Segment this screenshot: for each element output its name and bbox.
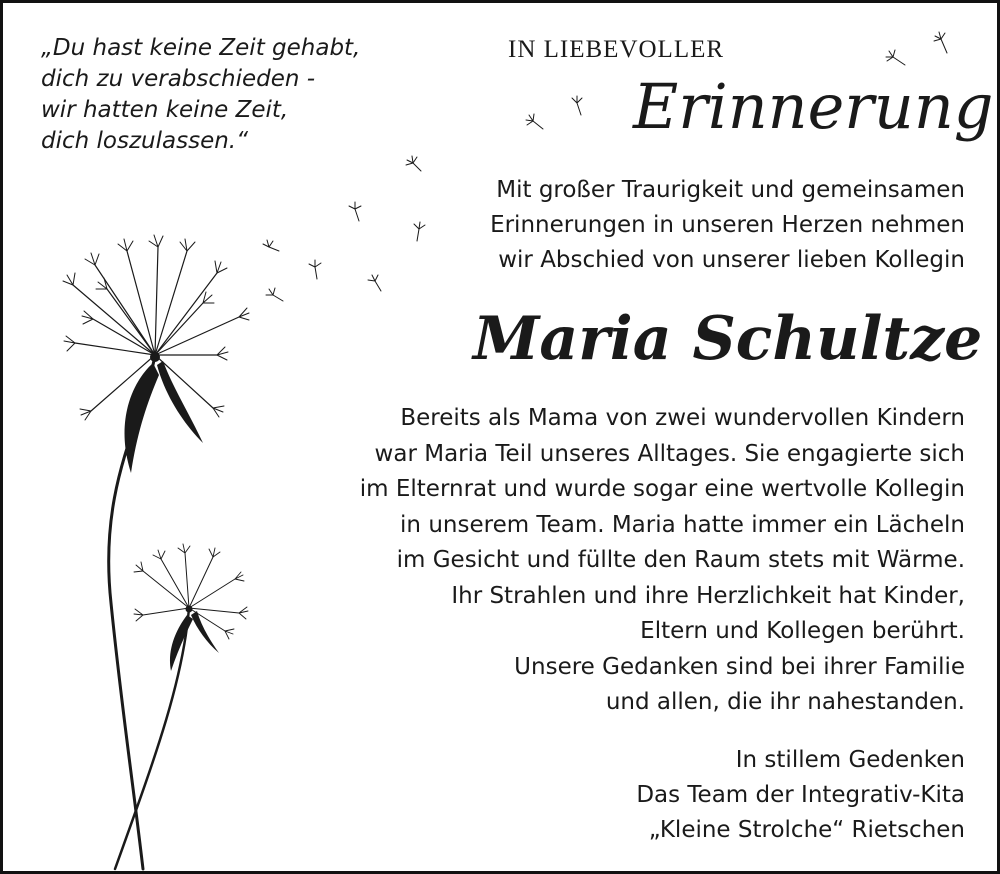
signature-block: In stillem Gedenken Das Team der Integrativ-Kita „Kleine Strolche“ Rietschen bbox=[636, 747, 965, 843]
memorial-quote: „Du hast keine Zeit gehabt, dich zu verabschieden - wir hatten keine Zeit, dich loszulassen.“ bbox=[41, 35, 361, 154]
heading-erinnerung: Erinnerung bbox=[633, 70, 994, 143]
deceased-name: Maria Schultze bbox=[473, 304, 983, 374]
intro-paragraph: Mit großer Traurigkeit und gemeinsamen Erinnerungen in unseren Herzen nehmen wir Abschied von unserer lieben Kollegin bbox=[490, 177, 965, 273]
tribute-paragraph: Bereits als Mama von zwei wundervollen Kindern war Maria Teil unseres Alltages. Sie engagierte sich im Elternrat und wurde sogar eine wertvolle Kollegin in unserem Team. Maria hatte immer ein Lächeln im Gesicht und füllte den Raum stets mit Wärme. Ihr Strahlen und ihre Herzlichkeit hat Kinder, Eltern und Kollegen berührt. Unsere Gedanken sind bei ihrer Familie und allen, die ihr nahestanden. bbox=[359, 405, 965, 715]
heading-in-liebevoller: IN LIEBEVOLLER bbox=[508, 36, 725, 63]
